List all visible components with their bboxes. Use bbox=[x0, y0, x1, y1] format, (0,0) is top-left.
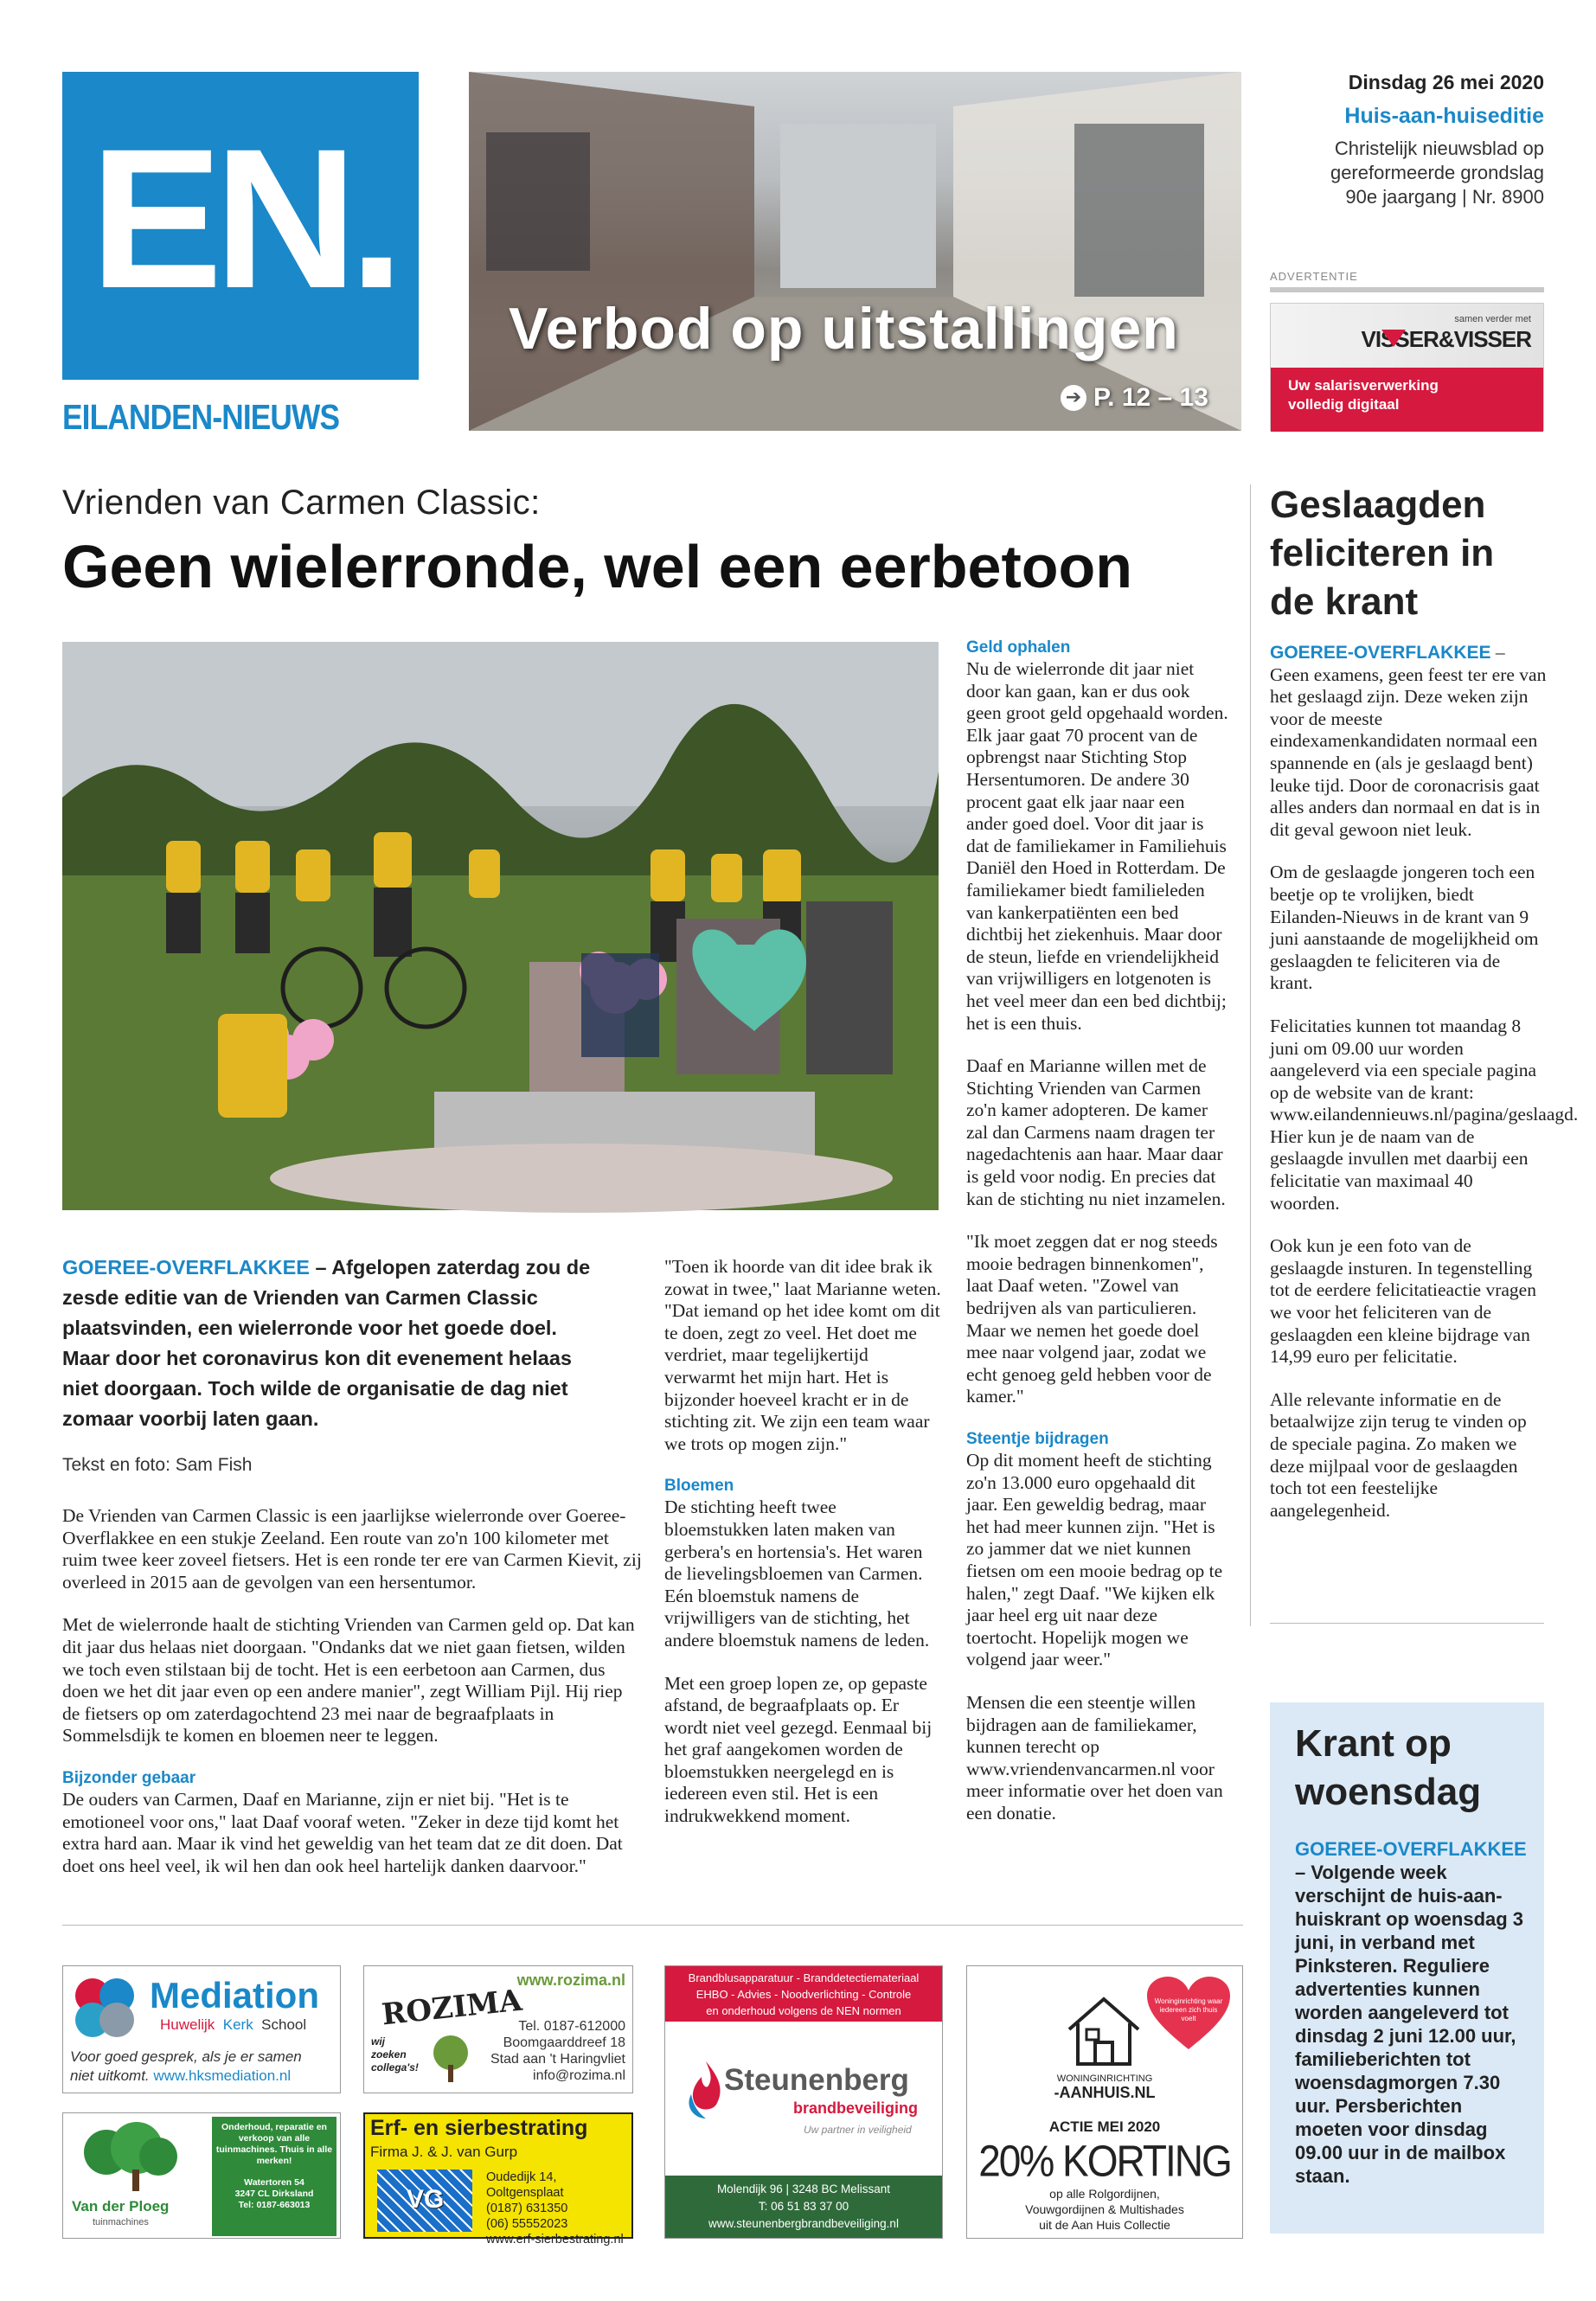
logo-text: EN. bbox=[90, 107, 396, 330]
erf-logo: VG bbox=[377, 2170, 472, 2232]
notice-body: GOEREE-OVERFLAKKEE – Volgende week verschijnt de huis-aan-huiskrant op woensdag 3 juni, in verband met Pinksteren. Reguliere advertenties kunnen worden aangeleverd tot dinsdag 2 juni 12.00 uur, familieberichten tot woensdagmorgen 7.30 uur. Persberichten moeten voor dinsdag 09.00 uur in de mailbox staan. bbox=[1295, 1838, 1527, 2187]
issue-tagline-2: gereformeerde grondslag bbox=[1330, 162, 1544, 183]
col3-p5: Mensen die een steentje willen bijdragen aan de familiekamer, kunnen terecht op www.vriendenvancarmen.nl voor meer informatie over het doen van een donatie. bbox=[966, 1691, 1223, 1823]
visser-ad[interactable]: samen verder met VISSER&VISSER Uw salarisverwerking volledig digitaal bbox=[1270, 303, 1544, 431]
col1-subhead: Bijzonder gebaar bbox=[62, 1768, 196, 1787]
issue-date: Dinsdag 26 mei 2020 bbox=[1348, 71, 1544, 93]
article-title: Geen wielerronde, wel een eerbetoon bbox=[62, 533, 1133, 600]
issue-info bbox=[1263, 69, 1544, 209]
notice-title: Krant op woensdag bbox=[1295, 1722, 1482, 1813]
sidebar-p3: Felicitaties kunnen tot maandag 8 juni om 09.00 uur worden aangeleverd via een speciale pagina op de website van de krant: www.eilandennieuws.nl/pagina/geslaagd. Hier kun je de naam van de geslaagde invullen met daarbij een felicitatie van maximaal 40 woorden. bbox=[1270, 1015, 1579, 1214]
hero-page-ref[interactable]: ➔ P. 12 – 13 bbox=[1061, 383, 1208, 413]
col2-p3: Met een groep lopen ze, op gepaste afstand, de begraafplaats op. Er wordt niet veel gezegd. Eenmaal bij het graf aangekomen worden de bloemstukken neergelegd en is iedereen even stil. Het is een indrukwekkend moment. bbox=[664, 1672, 933, 1827]
col3-subhead-2: Steentje bijdragen bbox=[966, 1430, 1109, 1448]
article-kicker: Vrienden van Carmen Classic: bbox=[62, 484, 541, 522]
issue-edition: Huis-aan-huiseditie bbox=[1344, 104, 1544, 128]
mediation-logo-icon bbox=[70, 1973, 139, 2042]
article-col-3 bbox=[966, 638, 1229, 1846]
sidebar-p4: Ook kun je een foto van de geslaagde insturen. In tegenstelling tot de eerdere felicitatieactie vragen we voor het feliciteren van de geslaagden een kleine bijdrage van 14,99 euro per felicitatie. bbox=[1270, 1235, 1536, 1368]
street-scene bbox=[469, 72, 1241, 431]
issue-tagline-1: Christelijk nieuwsblad op bbox=[1334, 138, 1544, 159]
article-byline: Tekst en foto: Sam Fish bbox=[62, 1455, 253, 1475]
col3-p2: Daaf en Marianne willen met de Stichting Vrienden van Carmen zo'n kamer adopteren. De kamer zal dan Carmens naam dragen ter nagedachtenis aan haar. Maar daar is geld voor nodig. En precies dat kan de stichting nu niet inzamelen. bbox=[966, 1055, 1226, 1209]
trees-logo-icon bbox=[72, 2122, 184, 2200]
lead-place: GOEREE-OVERFLAKKEE bbox=[62, 1256, 310, 1279]
col3-p3: "Ik moet zeggen dat er nog steeds mooie bedragen binnenkomen", laat Daaf weten. "Zowel van bedrijven als van particulieren. Maar we nemen het goede doel mee naar volgend jaar, zodat we echt genoeg geld hebben voor de kamer." bbox=[966, 1231, 1218, 1407]
col3-subhead-1: Geld ophalen bbox=[966, 638, 1071, 657]
masthead-logo[interactable] bbox=[62, 72, 419, 380]
col1-p1: De Vrienden van Carmen Classic is een jaarlijkse wielerronde over Goeree-Overflakkee en een stukje Zeeland. Een route van zo'n 100 kilometer met ruim twee keer zoveel fietsers. Het is een ronde ter ere van Carmen Kievit, zij overleed in 2015 aan de gevolgen van een hersentumor. bbox=[62, 1505, 642, 1593]
col1-p3: De ouders van Carmen, Daaf en Marianne, zijn er niet bij. "Het is te emotioneel voor ons," laat Daaf vooraf weten. "Zeker in deze tijd komt het extra hard aan. Maar ik vind het geweldig van het team dat ze dit doen. Dat doet ons heel veel, ik wil hen dan ook heel hartelijk danken daarvoor." bbox=[62, 1788, 623, 1876]
sidebar-divider bbox=[1270, 1623, 1544, 1624]
visser-logo: VISSER&VISSER bbox=[1361, 326, 1531, 352]
ad-label: ADVERTENTIE bbox=[1270, 270, 1358, 283]
lead-text: – Afgelopen zaterdag zou de zesde editie van de Vrienden van Carmen Classic plaatsvinden, een wielerronde voor het goede doel. Maar door het coronavirus kon dit evenement helaas niet doorgaan. Toch wilde de organisatie de dag niet zomaar voorbij laten gaan. bbox=[62, 1256, 591, 1430]
hero-headline: Verbod op uitstallingen bbox=[509, 296, 1179, 362]
notice-box bbox=[1270, 1702, 1544, 2234]
sidebar-p1: GOEREE-OVERFLAKKEE – Geen examens, geen feest ter ere van het geslaagd zijn. Deze weken zijn voor de meeste eindexamenkandidaten normaal een spannende en (als je geslaagd bent) leuke tijd. Door de coronacrisis gaat alles anders dan normaal en dat is in dit geval gewoon niet leuk. bbox=[1270, 642, 1547, 840]
col2-subhead: Bloemen bbox=[664, 1477, 734, 1496]
flame-logo-icon bbox=[684, 2060, 727, 2120]
arrow-right-circle-icon: ➔ bbox=[1061, 385, 1086, 411]
ploeg-ad[interactable]: Van der Ploeg tuinmachines Onderhoud, reparatie en verkoop van alle tuinmachines. Thuis in alle merken! Watertoren 54 3247 CL Dirksland Tel: 0187-663013 bbox=[62, 2112, 341, 2239]
article-lead bbox=[62, 1253, 603, 1434]
top-divider bbox=[1270, 287, 1544, 292]
visser-mark-icon bbox=[1381, 330, 1406, 347]
hero-photo[interactable] bbox=[469, 72, 1241, 431]
erf-ad[interactable]: Erf- en sierbestrating Firma J. & J. van Gurp VG Oudedijk 14, Ooltgensplaat (0187) 631350 (06) 55552023 www.erf-sierbestrating.nl bbox=[363, 2112, 633, 2239]
col3-p4: Op dit moment heeft de stichting zo'n 13.000 euro opgehaald dit jaar. Een geweldig bedrag, maar het had meer kunnen zijn. "Het is zo jammer dat we niet kunnen fietsen om een mooie bedrag op te halen," zegt Daaf. "We kijken elk jaar heel erg uit naar deze toertocht. Hopelijk mogen we volgend jaar weer." bbox=[966, 1450, 1223, 1670]
article-col-2 bbox=[664, 1256, 943, 1849]
steunenberg-ad[interactable]: Brandblusapparatuur - Branddetectiemateriaal EHBO - Advies - Noodverlichting - Controle en onderhoud volgens de NEN normen Steunenberg brandbeveiliging Uw partner in veiligheid Molendijk 96 | 3248 BC Melissant T: 06 51 83 37 00 www.steunenbergbrandbeveiliging.nl bbox=[664, 1965, 943, 2239]
col2-p2: De stichting heeft twee bloemstukken laten maken van gerbera's en hortensia's. Het waren de lievelingsbloemen van Carmen. Eén bloemstuk namens de vrijwilligers van de stichting, het andere bloemstuk namens de leden. bbox=[664, 1497, 930, 1650]
col1-p2: Met de wielerronde haalt de stichting Vrienden van Carmen geld op. Dat kan dit jaar dus helaas niet doorgaan. "Ondanks dat we niet gaan fietsen, wilden we toch even stilstaan bij de tocht. Het is een eerbetoon aan Carmen, dus doen we het dit jaar even op een andere manier", zegt William Pijl. Hij riep de fietsers op om zaterdagochtend 23 mei naar de begraafplaats in Sommelsdijk te komen en bloemen neer te leggen. bbox=[62, 1614, 635, 1747]
column-divider bbox=[1250, 484, 1251, 1626]
ads-divider bbox=[62, 1925, 1243, 1926]
aanhuis-ad[interactable]: Woninginrichting waar iedereen zich thuis voelt WONINGINRICHTING -AANHUIS.NL ACTIE MEI 2020 20% KORTING op alle Rolgordijnen, Vouwgordijnen & Multishades uit de Aan Huis Collectie bbox=[966, 1965, 1243, 2239]
rozima-ad[interactable]: www.rozima.nl ROZIMA wij zoeken collega's! Tel. 0187-612000 Boomgaarddreef 18 Stad aan 't Haringvliet info@rozima.nl bbox=[363, 1965, 633, 2093]
sidebar-p2: Om de geslaagde jongeren toch een beetje op te vrolijken, biedt Eilanden-Nieuws in de krant van 9 juni aanstaande de mogelijkheid om geslaagden te feliciteren via de krant. bbox=[1270, 862, 1539, 994]
sidebar-title: Geslaagden feliciteren in de krant bbox=[1270, 484, 1495, 623]
sidebar-body bbox=[1270, 642, 1579, 1542]
tree-icon bbox=[425, 2034, 477, 2086]
house-icon bbox=[1061, 1990, 1147, 2068]
col3-p1: Nu de wielerronde dit jaar niet door kan gaan, kan er dus ook geen groot geld opgehaald worden. Elk jaar gaat 70 procent van de opbrengst naar Stichting Stop Hersentumoren. De andere 30 procent gaat elk jaar naar een ander goed doel. Voor dit jaar is dat de familiekamer in Familiehuis Daniël den Hoed in Rotterdam. De familiekamer biedt familieleden van kankerpatiënten een bed dichtbij het ziekenhuis. Maar door de steun, liefde en vriendelijkheid van vrijwilligers en lotgenoten is het veel meer dan een bed dichtbij; het is een thuis. bbox=[966, 658, 1228, 1034]
mediation-ad[interactable]: Mediation Huwelijk Kerk School Voor goed gesprek, als je er samen niet uitkomt. www.hksmediation.nl bbox=[62, 1965, 341, 2093]
article-photo[interactable] bbox=[62, 642, 939, 1210]
article-col-1 bbox=[62, 1505, 644, 1898]
issue-volume-line: 90e jaargang | Nr. 8900 bbox=[1345, 186, 1544, 208]
cyclists-graveyard-scene bbox=[62, 642, 939, 1210]
col2-p1: "Toen ik hoorde van dit idee brak ik zowat in twee," laat Marianne weten. "Dat iemand op het idee komt om dit te doen, zegt zo veel. Het doet me verdriet, maar tegelijkertijd verwarmt het mijn hart. Het is bijzonder hoeveel kracht er in de stichting zit. We zijn een team waar we trots op mogen zijn." bbox=[664, 1256, 941, 1454]
sidebar-p5: Alle relevante informatie en de betaalwijze zijn terug te vinden op de speciale pagina. Zo maken we deze mijlpaal voor de geslaagden toch tot een feestelijke aangelegenheid. bbox=[1270, 1388, 1527, 1521]
masthead-wordmark: EILANDEN-NIEUWS bbox=[62, 397, 340, 437]
